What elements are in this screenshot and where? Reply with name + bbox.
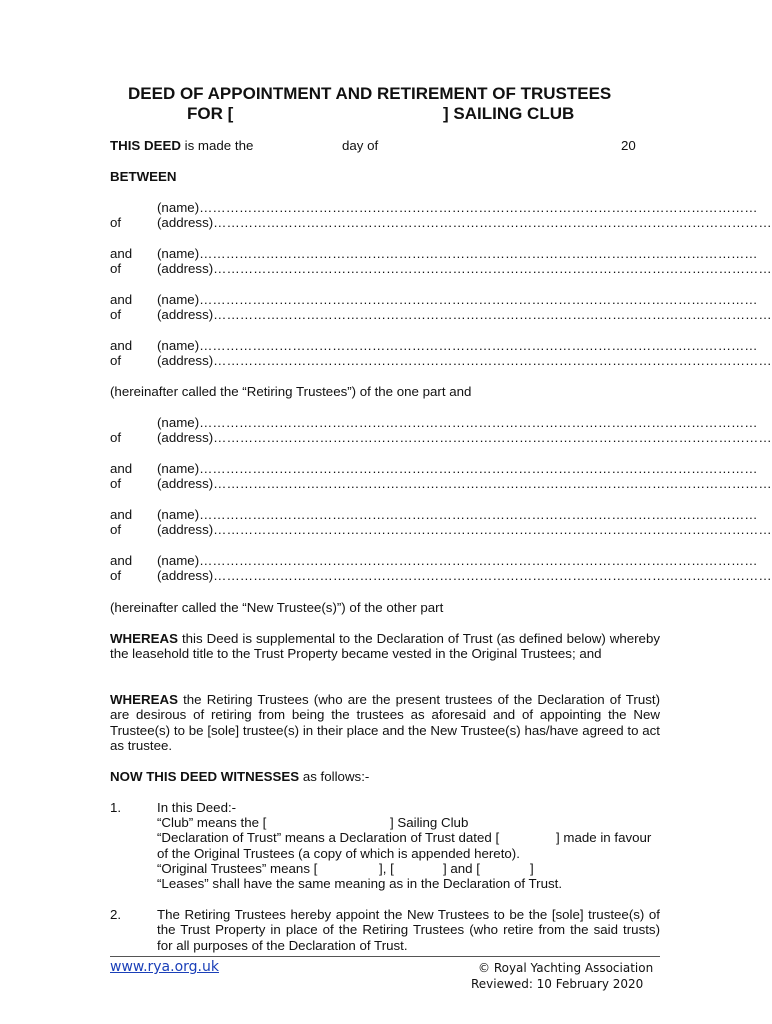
original-trustees-d: ]: [530, 861, 534, 876]
new-3-and: and: [110, 507, 133, 522]
clause-1-number: 1.: [110, 800, 122, 815]
declaration-definition-a: “Declaration of Trust” means a Declaration of Trust dated [: [157, 830, 500, 845]
leases-definition: “Leases” shall have the same meaning as in the Declaration of Trust.: [157, 876, 563, 891]
new-1-of: of: [110, 430, 122, 445]
between-heading: BETWEEN: [110, 169, 177, 184]
new-1-address-field[interactable]: (address)………………………………………………………………………………………………………………: [157, 430, 772, 445]
retiring-3-name-field[interactable]: (name)………………………………………………………………………………………………………………: [157, 292, 758, 307]
day-of: day of: [342, 138, 379, 153]
new-3-address-field[interactable]: (address)………………………………………………………………………………………………………………: [157, 522, 772, 537]
this-deed-bold: THIS DEED: [110, 138, 181, 153]
retiring-4-name-field[interactable]: (name)………………………………………………………………………………………………………………: [157, 338, 758, 353]
original-trustees-c: ] and [: [443, 861, 480, 876]
title-line-2-b: ] SAILING CLUB: [443, 104, 575, 123]
new-2-of: of: [110, 476, 122, 491]
club-definition-a: “Club” means the [: [157, 815, 267, 830]
retiring-3-and: and: [110, 292, 133, 307]
retiring-1-address-field[interactable]: (address)………………………………………………………………………………………………………………: [157, 215, 772, 230]
new-2-and: and: [110, 461, 133, 476]
new-2-name-field[interactable]: (name)………………………………………………………………………………………………………………: [157, 461, 758, 476]
title-line-2-a: FOR [: [187, 104, 234, 123]
club-definition-b: ] Sailing Club: [390, 815, 469, 830]
retiring-3-address-field[interactable]: (address)………………………………………………………………………………………………………………: [157, 307, 772, 322]
declaration-definition-b: ] made in favour: [556, 830, 652, 845]
clause-1-intro: In this Deed:-: [157, 800, 237, 815]
retiring-4-address-field[interactable]: (address)………………………………………………………………………………………………………………: [157, 353, 772, 368]
witnesses-line: NOW THIS DEED WITNESSES as follows:-: [110, 769, 370, 784]
intro-line: [110, 138, 253, 153]
retiring-trustees-definition: (hereinafter called the “Retiring Trustees”) of the one part and: [110, 384, 472, 399]
is-made-the: is made the: [180, 138, 254, 153]
footer-copyright: © Royal Yachting Association: [478, 961, 654, 975]
new-4-address-field[interactable]: (address)………………………………………………………………………………………………………………: [157, 568, 772, 583]
new-trustees-definition: (hereinafter called the “New Trustee(s)”) of the other part: [110, 600, 444, 615]
rya-website-link[interactable]: www.rya.org.uk: [110, 959, 219, 975]
original-trustees-a: “Original Trustees” means [: [157, 861, 318, 876]
footer-divider: [110, 956, 660, 957]
new-4-and: and: [110, 553, 133, 568]
retiring-2-address-field[interactable]: (address)………………………………………………………………………………………………………………: [157, 261, 772, 276]
new-4-name-field[interactable]: (name)………………………………………………………………………………………………………………: [157, 553, 758, 568]
whereas-paragraph-1: WHEREAS this Deed is supplemental to the Declaration of Trust (as defined below) whereby the leasehold title to the Trust Property became vested in the Original Trustees; and: [110, 631, 660, 662]
retiring-1-name-field[interactable]: (name)………………………………………………………………………………………………………………: [157, 200, 758, 215]
clause-2-number: 2.: [110, 907, 122, 922]
title-line-1: DEED OF APPOINTMENT AND RETIREMENT OF TRUSTEES: [128, 84, 612, 103]
retiring-2-and: and: [110, 246, 133, 261]
year-20: 20: [621, 138, 636, 153]
retiring-2-of: of: [110, 261, 122, 276]
new-3-of: of: [110, 522, 122, 537]
new-3-name-field[interactable]: (name)………………………………………………………………………………………………………………: [157, 507, 758, 522]
new-1-name-field[interactable]: (name)………………………………………………………………………………………………………………: [157, 415, 758, 430]
retiring-2-name-field[interactable]: (name)………………………………………………………………………………………………………………: [157, 246, 758, 261]
clause-2-text: The Retiring Trustees hereby appoint the New Trustees to be the [sole] trustee(s) of the Trust Property in place of the Retiring Trustees (who retire from the said trusts) for all purposes of the Declaration of Trust.: [157, 907, 660, 953]
declaration-definition-c: of the Original Trustees (a copy of which is appended hereto).: [157, 846, 520, 861]
retiring-1-of: of: [110, 215, 122, 230]
retiring-4-and: and: [110, 338, 133, 353]
retiring-4-of: of: [110, 353, 122, 368]
original-trustees-b: ], [: [379, 861, 394, 876]
whereas-paragraph-2: WHEREAS the Retiring Trustees (who are the present trustees of the Declaration of Trust) are desirous of retiring from being the trustees as aforesaid and of appointing the New Trustee(s) to be [sole] trustee(s) in their place and the New Trustee(s) has/have agreed to act as trustee.: [110, 692, 660, 753]
footer-reviewed-date: Reviewed: 10 February 2020: [471, 977, 644, 991]
new-4-of: of: [110, 568, 122, 583]
new-2-address-field[interactable]: (address)………………………………………………………………………………………………………………: [157, 476, 772, 491]
retiring-3-of: of: [110, 307, 122, 322]
